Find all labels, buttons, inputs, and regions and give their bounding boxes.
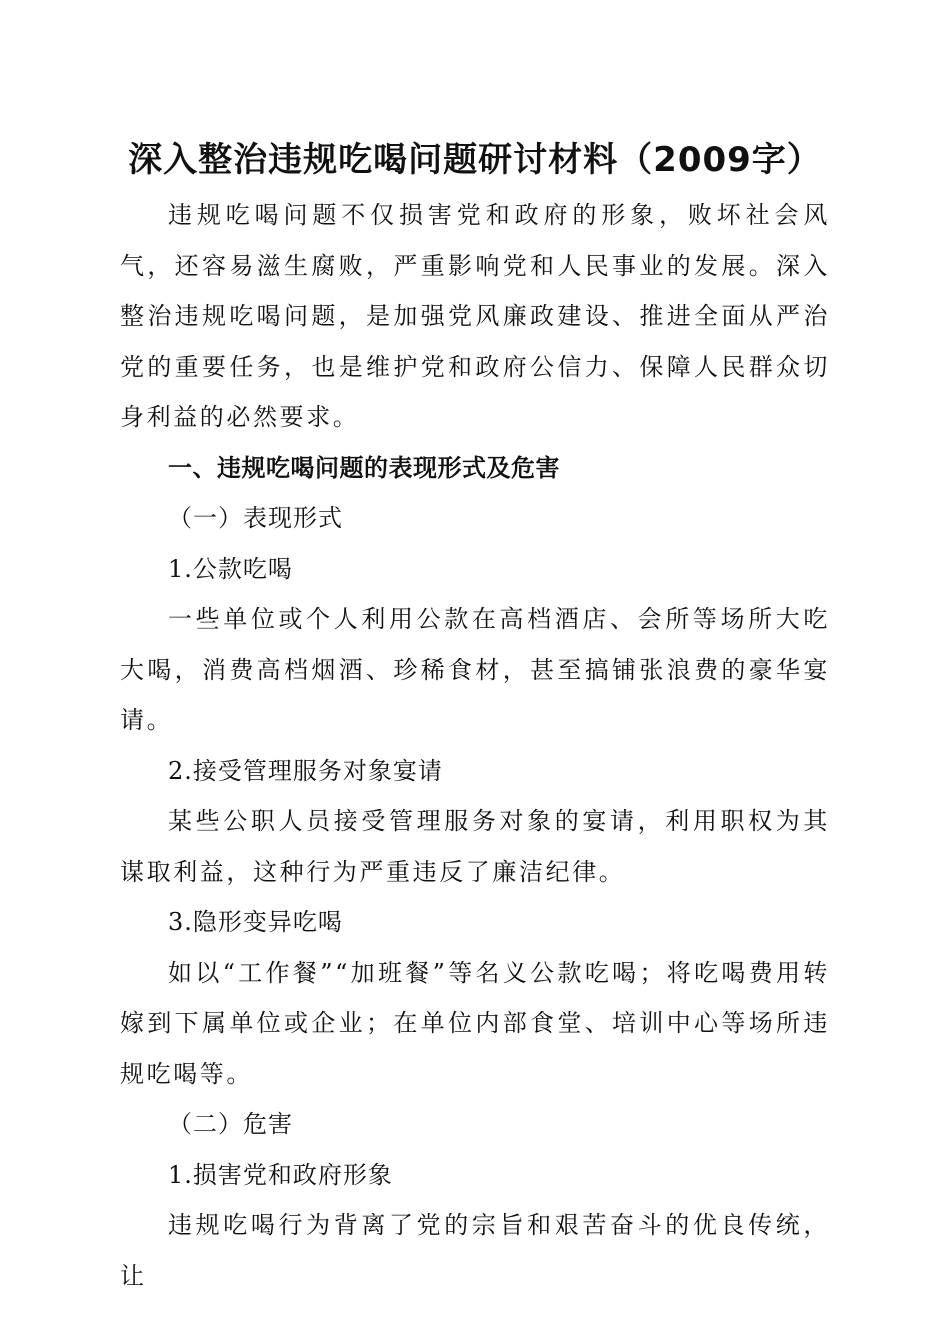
intro-paragraph: 违规吃喝问题不仅损害党和政府的形象，败坏社会风气，还容易滋生腐败，严重影响党和人民事业的发展。深入整治违规吃喝问题，是加强党风廉政建设、推进全面从严治党的重要任务，也是维护党和政府公信力、保障人民群众切身利益的必然要求。 xyxy=(120,201,830,431)
paragraph-damage-image: 违规吃喝行为背离了党的宗旨和艰苦奋斗的优良传统，让 xyxy=(120,1211,830,1290)
paragraph-accepting-banquets: 某些公职人员接受管理服务对象的宴请，利用职权为其谋取利益，这种行为严重违反了廉洁纪律。 xyxy=(120,807,830,886)
subsection-heading-harms: （二）危害 xyxy=(168,1110,293,1138)
item-heading-damage-image: 1.损害党和政府形象 xyxy=(168,1160,393,1189)
item-heading-public-funds: 1.公款吃喝 xyxy=(168,554,293,583)
section-heading-1: 一、违规吃喝问题的表现形式及危害 xyxy=(168,453,560,482)
paragraph-hidden-dining: 如以“工作餐”“加班餐”等名义公款吃喝；将吃喝费用转嫁到下属单位或企业；在单位内部食堂、培训中心等场所违规吃喝等。 xyxy=(120,958,830,1088)
subsection-heading-forms: （一）表现形式 xyxy=(168,504,343,532)
item-heading-accepting-banquets: 2.接受管理服务对象宴请 xyxy=(168,756,443,785)
document-body xyxy=(120,190,830,1301)
item-heading-hidden-dining: 3.隐形变异吃喝 xyxy=(168,908,343,936)
document-title: 深入整治违规吃喝问题研讨材料（2009字） xyxy=(128,140,822,180)
paragraph-public-funds: 一些单位或个人利用公款在高档酒店、会所等场所大吃大喝，消费高档烟酒、珍稀食材，甚至搞铺张浪费的豪华宴请。 xyxy=(120,605,830,734)
